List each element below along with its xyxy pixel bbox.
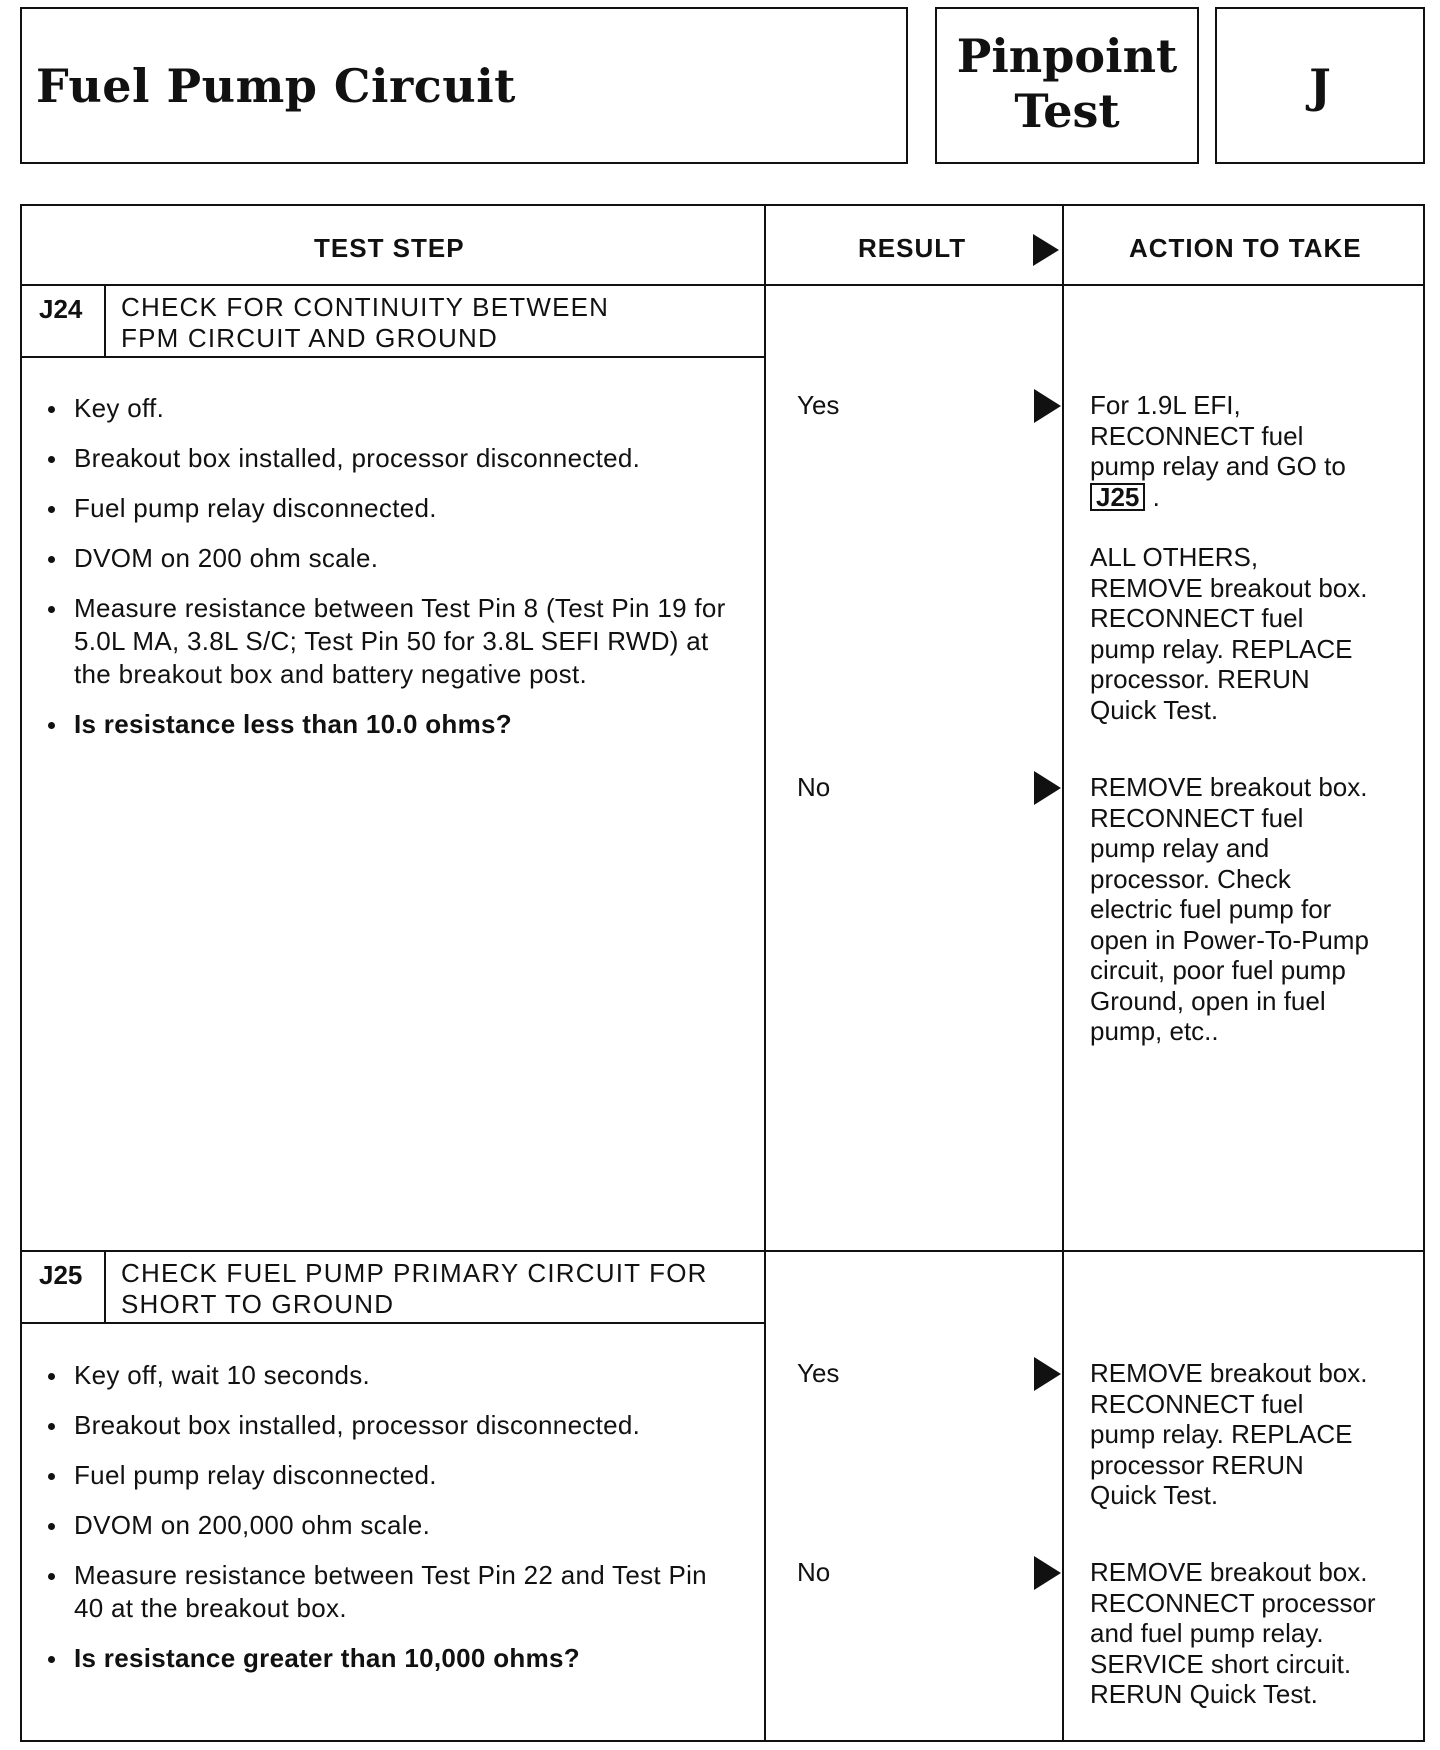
action-line: REMOVE breakout box.	[1090, 1557, 1368, 1587]
goto-step-link[interactable]: J25	[1090, 483, 1145, 511]
step-id-divider	[104, 284, 106, 356]
step-title	[121, 292, 609, 354]
action-line: ALL OTHERS,	[1090, 542, 1259, 572]
action-yes	[1090, 1358, 1415, 1511]
action-yes	[1090, 390, 1415, 512]
action-line: RECONNECT fuel	[1090, 802, 1304, 833]
column-divider-1	[764, 204, 766, 1742]
test-letter-box	[1215, 7, 1425, 164]
action-line: electric fuel pump for	[1090, 894, 1332, 924]
checklist-item: Breakout box installed, processor disconnected.	[44, 1409, 734, 1442]
action-line: pump relay and GO to	[1090, 451, 1346, 481]
header-rule	[20, 284, 1425, 286]
result-no: No	[797, 772, 831, 802]
goto-suffix: .	[1152, 481, 1160, 512]
step-title-line: CHECK FUEL PUMP PRIMARY CIRCUIT FOR	[121, 1258, 708, 1288]
step-title-line: CHECK FOR CONTINUITY BETWEEN	[121, 292, 610, 322]
column-divider-2	[1062, 204, 1064, 1742]
checklist-item: Key off.	[44, 392, 734, 425]
result-yes: Yes	[797, 390, 840, 420]
action-line: REMOVE breakout box.	[1090, 572, 1368, 603]
action-line	[1090, 482, 1415, 513]
step-title	[121, 1258, 708, 1320]
action-line: circuit, poor fuel pump	[1090, 955, 1346, 985]
action-line: Ground, open in fuel	[1090, 985, 1326, 1016]
action-line: RECONNECT fuel	[1090, 603, 1304, 633]
checklist-item: DVOM on 200 ohm scale.	[44, 542, 734, 575]
action-line: pump relay. REPLACE	[1090, 1419, 1353, 1449]
action-line: For 1.9L EFI,	[1090, 390, 1241, 420]
step-title-line: FPM CIRCUIT AND GROUND	[121, 323, 498, 353]
column-action: ACTION TO TAKE	[1129, 233, 1362, 263]
checklist-item: Breakout box installed, processor disconnected.	[44, 442, 734, 475]
step-id-divider	[104, 1250, 106, 1322]
action-line: REMOVE breakout box.	[1090, 772, 1368, 802]
action-no	[1090, 772, 1415, 1047]
step-header-rule	[20, 1322, 764, 1324]
checklist-item: Fuel pump relay disconnected.	[44, 492, 734, 525]
pinpoint-line-1: Pinpoint	[956, 29, 1178, 83]
action-line: pump, etc..	[1090, 1016, 1219, 1046]
action-line: Quick Test.	[1090, 1480, 1219, 1510]
action-line: SERVICE short circuit.	[1090, 1648, 1352, 1679]
checklist-question: Is resistance less than 10.0 ohms?	[44, 708, 734, 741]
checklist-item: Fuel pump relay disconnected.	[44, 1459, 734, 1492]
result-arrow-icon	[1034, 389, 1061, 423]
step-header-rule	[20, 356, 764, 358]
pinpoint-test-label	[937, 29, 1197, 139]
action-line: REMOVE breakout box.	[1090, 1358, 1368, 1388]
action-line: RECONNECT fuel	[1090, 1388, 1304, 1419]
action-line: RECONNECT processor	[1090, 1587, 1376, 1618]
page-title: Fuel Pump Circuit	[36, 59, 516, 113]
checklist-item: Key off, wait 10 seconds.	[44, 1359, 734, 1392]
checklist-item: Measure resistance between Test Pin 22 and Test Pin 40 at the breakout box.	[44, 1559, 734, 1625]
checklist-item: Measure resistance between Test Pin 8 (Test Pin 19 for 5.0L MA, 3.8L S/C; Test Pin 50 for 3.8L SEFI RWD) at the breakout box and battery negative post.	[44, 592, 734, 691]
action-line: open in Power-To-Pump	[1090, 924, 1369, 955]
action-line: processor. Check	[1090, 863, 1291, 894]
result-arrow-icon	[1034, 1357, 1061, 1391]
result-arrow-icon	[1033, 234, 1059, 266]
checklist-question: Is resistance greater than 10,000 ohms?	[44, 1642, 734, 1675]
column-result: RESULT	[858, 233, 967, 263]
step-checklist	[44, 1359, 734, 1692]
action-line: RERUN Quick Test.	[1090, 1679, 1318, 1709]
action-line: Quick Test.	[1090, 694, 1219, 725]
result-arrow-icon	[1034, 1556, 1061, 1590]
action-line: and fuel pump relay.	[1090, 1618, 1324, 1648]
result-no: No	[797, 1557, 831, 1587]
step-divider	[20, 1250, 1425, 1252]
result-arrow-icon	[1034, 771, 1061, 805]
checklist-item: DVOM on 200,000 ohm scale.	[44, 1509, 734, 1542]
action-line: processor RERUN	[1090, 1449, 1304, 1480]
title-box	[20, 7, 908, 164]
action-line: RECONNECT fuel	[1090, 420, 1304, 451]
result-yes: Yes	[797, 1358, 840, 1388]
action-no	[1090, 1557, 1415, 1710]
action-line: processor. RERUN	[1090, 664, 1310, 694]
pinpoint-line-2: Test	[1014, 84, 1120, 138]
action-line: pump relay and	[1090, 833, 1270, 863]
step-checklist	[44, 392, 734, 758]
action-line: pump relay. REPLACE	[1090, 633, 1353, 664]
column-test-step: TEST STEP	[314, 233, 465, 263]
step-id: J25	[39, 1260, 83, 1290]
pinpoint-test-box	[935, 7, 1199, 164]
action-yes-others	[1090, 542, 1415, 725]
step-title-line: SHORT TO GROUND	[121, 1289, 395, 1319]
test-letter: J	[1309, 59, 1331, 113]
step-id: J24	[39, 294, 83, 324]
